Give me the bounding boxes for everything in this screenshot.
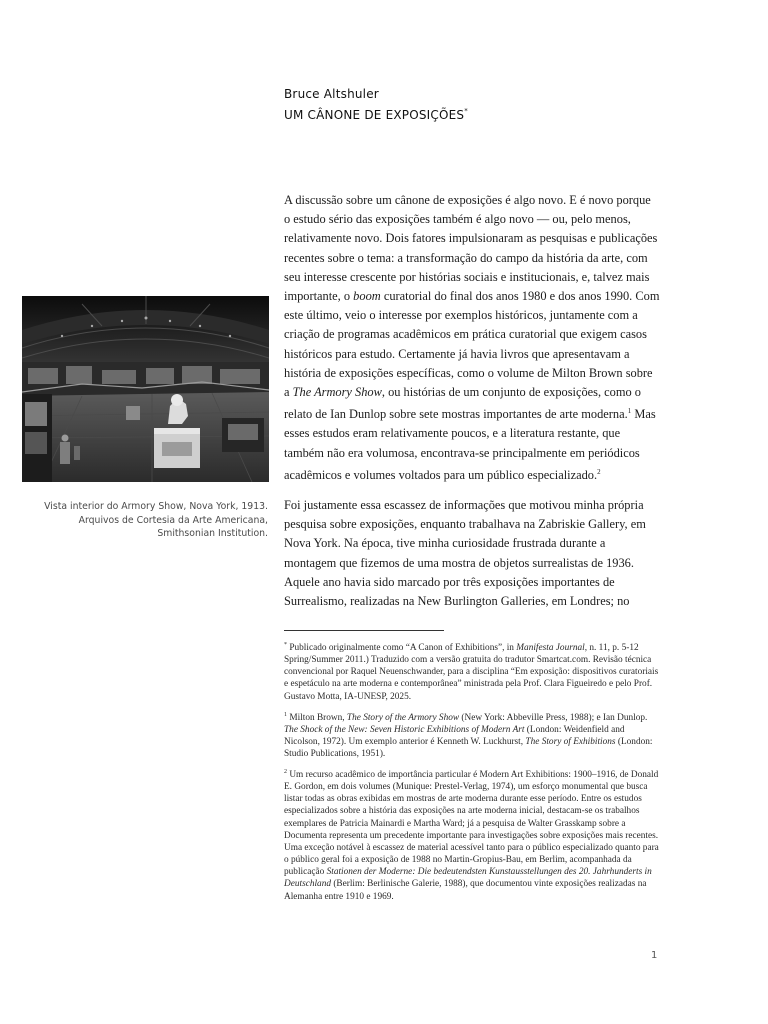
emphasis-text: Manifesta Journal	[516, 643, 585, 653]
armory-show-photo-drawing	[22, 296, 269, 482]
text-run: (New York: Abbeville Press, 1988); e Ian Dunlop.	[459, 713, 648, 723]
caption-line: Arquivos de Cortesia da Arte Americana,	[78, 514, 268, 526]
footnote-divider	[284, 630, 444, 631]
caption-line: Smithsonian Institution.	[157, 528, 268, 540]
text-run: (London: Weidenfield and Nicolson, 1972). Um exemplo anterior é Kenneth W. Luckhurst,	[284, 725, 625, 748]
body-paragraph-1	[284, 191, 660, 485]
document-title-text: UM CÂNONE DE EXPOSIÇÕES	[284, 108, 465, 122]
text-run: A discussão sobre um cânone de exposições é algo novo. E é novo porque o estudo sério das exposições também é algo novo — ou, pelo menos, relativamente novo. Dois fatores impulsionaram as pesquisas e publicações recentes sobre o tema: a transformação do campo da história da arte, com seu interesse crescente por histórias sociais e institucionais, e, talvez mais importante, o	[284, 193, 658, 304]
footnote-2	[284, 766, 660, 903]
text-run: (Berlim: Berlinische Galerie, 1988), que documentou vinte exposições realizadas na Alemanha entre 1910 e 1969.	[284, 879, 647, 902]
text-run: Milton Brown,	[287, 713, 347, 723]
armory-show-photo	[22, 296, 269, 482]
emphasis-text: boom	[353, 289, 381, 304]
footnote-ref-2[interactable]: 2	[597, 467, 601, 476]
document-title	[284, 107, 468, 122]
footnote-1	[284, 709, 660, 761]
text-run: curatorial do final dos anos 1980 e dos anos 1990. Com este último, veio o interesse por exemplos históricos, juntamente com a criação de programas acadêmicos em prática curatorial que exigem casos históricos para estudo. Certamente já havia livros que apresentavam a história de exposições específicas, como o volume de Milton Brown sobre a	[284, 289, 660, 400]
text-run: , ou histórias de um conjunto de exposições, como o relato de Ian Dunlop sobre sete mostras importantes de arte moderna.	[284, 385, 642, 422]
footnote-marker: *	[284, 642, 287, 648]
body-paragraph-2: Foi justamente essa escassez de informações que motivou minha própria pesquisa sobre exposições, enquanto trabalhava na Zabriskie Gallery, em Nova York. Na época, tive minha curiosidade frustrada durante a montagem que fizemos de uma mostra de objetos surrealistas de 1936. Aquele ano havia sido marcado por três exposições importantes de Surrealismo, realizadas na New Burlington Galleries, em Londres; no	[284, 498, 646, 609]
title-footnote-marker[interactable]: *	[464, 107, 468, 115]
footnote-ref-1[interactable]: 1	[627, 407, 632, 416]
emphasis-text: The Armory Show	[292, 385, 382, 400]
emphasis-text: The Shock of the New: Seven Historic Exhibitions of Modern Art	[284, 725, 525, 736]
page-number: 1	[651, 950, 658, 961]
text-run: Mas esses estudos eram relativamente poucos, e a literatura restante, que também não era volumosa, encontrava-se principalmente em periódicos acadêmicos e volumes voltados para um público especializado.	[284, 407, 656, 482]
figure-caption	[22, 500, 268, 541]
emphasis-text: Stationen der Moderne: Die bedeutendsten Kunstausstellungen des 20. Jahrhunderts in Deutschland	[284, 867, 652, 890]
emphasis-text: The Story of the Armory Show	[346, 713, 460, 723]
text-run: Publicado originalmente como “A Canon of Exhibitions”, in	[287, 643, 517, 653]
footnote-star	[284, 639, 660, 703]
caption-line: Vista interior do Armory Show, Nova York, 1913.	[44, 501, 268, 512]
text-run: (London: Studio Publications, 1951).	[284, 737, 653, 760]
emphasis-text: The Story of Exhibitions	[525, 737, 616, 748]
author-name: Bruce Altshuler	[284, 87, 379, 101]
text-run: Um recurso acadêmico de importância particular é Modern Art Exhibitions: 1900–1916, de Donald E. Gordon, em dois volumes (Munique: Prestel-Verlag, 1974), um esforço monumental que busca listar todas as obras exibidas em mostras de arte moderna durante esse período. Entre os estudos especializados sobre a história das exposições na arte moderna inicial, destacam-se os trabalhos exemplares de Patricia Mainardi e Martha Ward; já a pesquisa de Walter Grasskamp sobre a Documenta representa um precedente importante para investigações sobre exposições mais recentes. Uma exceção notável à escassez de material acessível tanto para o público especializado quanto para o público geral foi a exposição de 1988 no Martin-Gropius-Bau, em Berlim, acompanhada da publicação	[284, 770, 659, 878]
text-run: , n. 11, p. 5-12 Spring/Summer 2011.) Traduzido com a versão gratuita do tradutor Smartcat.com. Revisão técnica convencional por Raquel Neuenschwander, para a disciplina “Em exposição: dispositivos curatoriais e espetáculo na arte moderna e contemporânea” ministrada pela Prof. Clara Figueiredo e pelo Prof. Gustavo Motta, IA-UNESP, 2025.	[284, 643, 659, 702]
footnote-marker: 1	[284, 712, 287, 718]
footnote-marker: 2	[284, 769, 287, 775]
